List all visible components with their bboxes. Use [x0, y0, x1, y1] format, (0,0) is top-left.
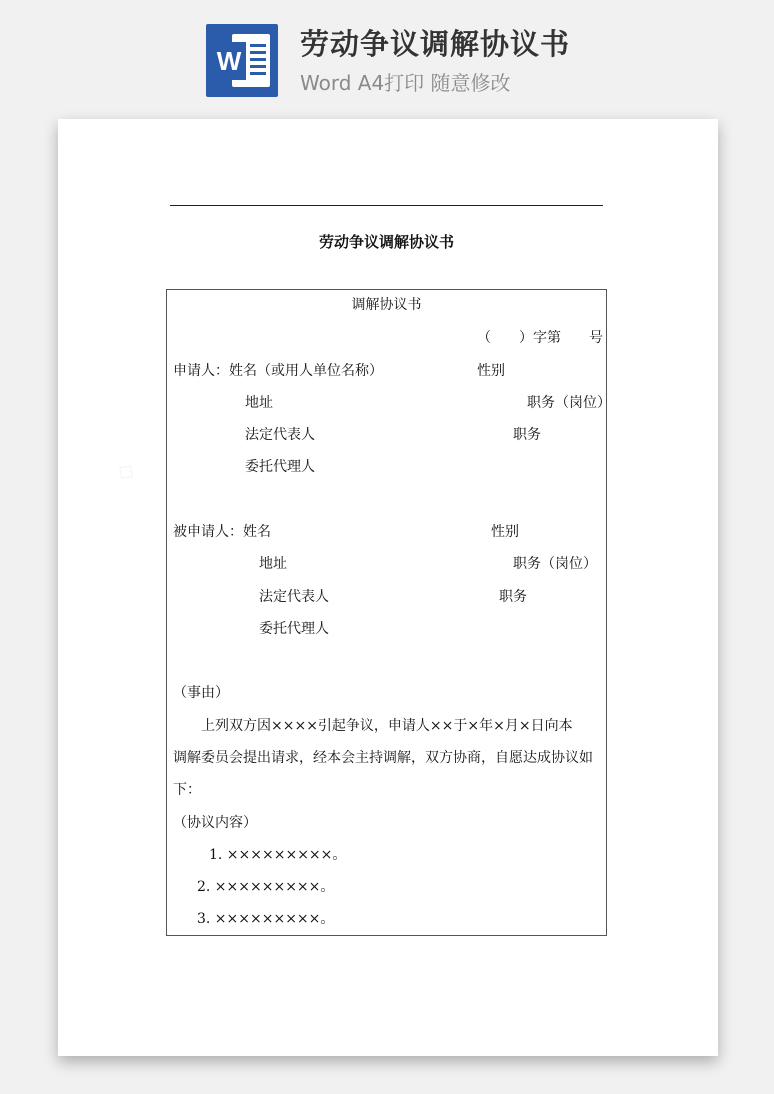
applicant-gender-label: 性别 — [477, 363, 505, 379]
respondent-gender-label: 性别 — [491, 524, 519, 540]
agreement-item: 2. ×××××××××。 — [197, 879, 335, 895]
header-rule — [170, 205, 603, 206]
agreement-item: 1. ×××××××××。 — [209, 847, 347, 863]
document-page — [58, 119, 718, 1056]
doc-number-field: （ ）字第 号 — [477, 330, 603, 346]
respondent-name-label: 被申请人：姓名 — [173, 524, 271, 540]
respondent-address-label: 地址 — [259, 556, 287, 572]
word-doc-icon — [206, 24, 278, 97]
agreement-form-box — [166, 289, 611, 936]
header-subtitle: Word A4打印 随意修改 — [300, 71, 511, 95]
applicant-legal-rep-label: 法定代表人 — [245, 427, 315, 443]
agreement-heading: （协议内容） — [173, 815, 257, 831]
word-logo-letter: W — [212, 42, 246, 80]
respondent-legal-rep-position-label: 职务 — [499, 589, 527, 605]
matter-text-line: 调解委员会提出请求，经本会主持调解，双方协商，自愿达成协议如 — [173, 750, 593, 766]
document-title: 劳动争议调解协议书 — [318, 233, 454, 251]
header-title: 劳动争议调解协议书 — [300, 27, 571, 61]
applicant-address-label: 地址 — [245, 395, 273, 411]
agreement-item: 3. ×××××××××。 — [197, 911, 335, 927]
applicant-legal-rep-position-label: 职务 — [513, 427, 541, 443]
applicant-agent-label: 委托代理人 — [245, 459, 315, 475]
header — [0, 0, 774, 110]
watermark — [112, 456, 140, 486]
matter-text-line: 下： — [173, 782, 201, 798]
matter-heading: （事由） — [173, 685, 229, 701]
applicant-name-label: 申请人：姓名（或用人单位名称） — [173, 363, 383, 379]
applicant-position-label: 职务（岗位） — [527, 395, 611, 411]
form-title: 调解协议书 — [351, 297, 422, 313]
respondent-agent-label: 委托代理人 — [259, 621, 329, 637]
matter-text-line: 上列双方因××××引起争议，申请人××于×年×月×日向本 — [201, 718, 573, 734]
respondent-position-label: 职务（岗位） — [513, 556, 597, 572]
respondent-legal-rep-label: 法定代表人 — [259, 589, 329, 605]
